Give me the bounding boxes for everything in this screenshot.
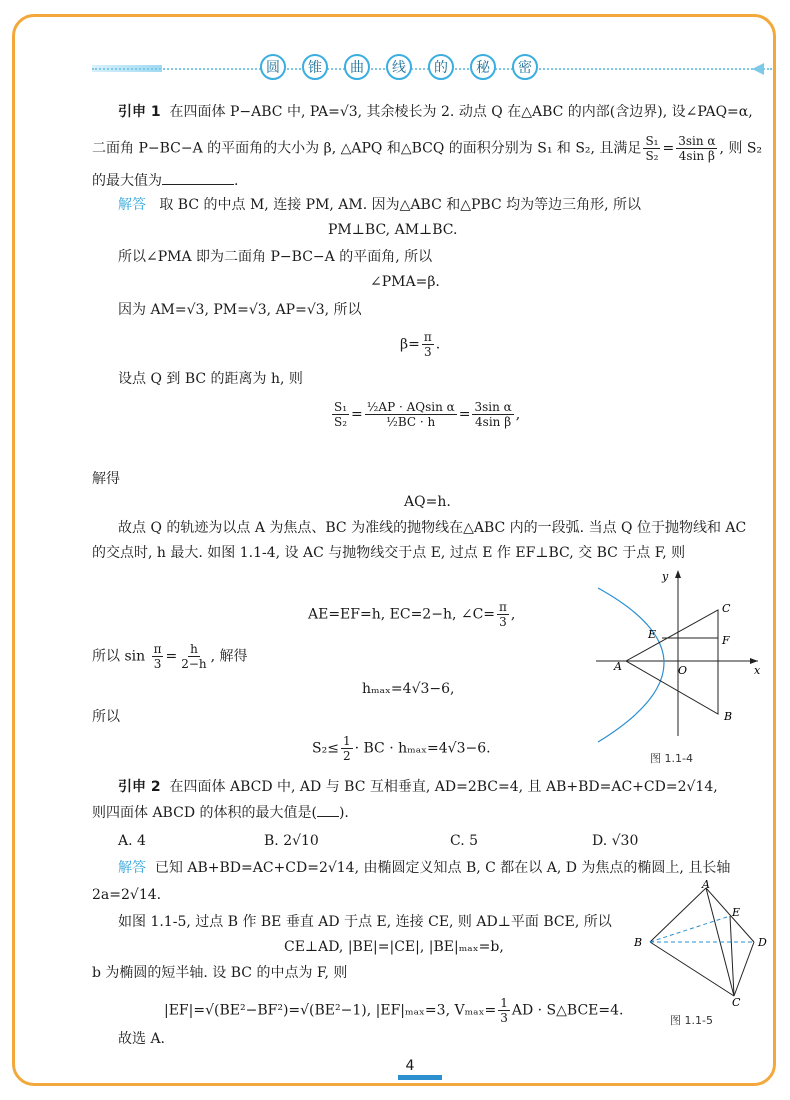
edge-bc [650, 942, 734, 996]
problem-1-text-2: 二面角 P−BC−A 的平面角的大小为 β, △APQ 和△BCQ 的面积分别为 S₁ 和 S₂, 且满足 [92, 140, 642, 157]
frac-den: 2 [342, 749, 351, 763]
equals: = [165, 648, 178, 665]
problem-1-line-1 [118, 103, 753, 121]
frac-num: S₁ [645, 134, 659, 148]
label-c: C [732, 996, 741, 1008]
option-a: A. 4 [118, 833, 146, 849]
option-c: C. 5 [450, 833, 479, 849]
label-f: F [722, 634, 730, 647]
solution-1-line-1 [118, 196, 641, 214]
chapter-header [92, 54, 772, 84]
figure-1-1-5-caption: 图 1.1-5 [670, 1014, 713, 1027]
solution-1-eq-5: AQ=h. [404, 494, 451, 510]
solution-2-label: 解答 [118, 860, 146, 876]
header-char: 锥 [302, 54, 328, 80]
header-char: 的 [428, 54, 454, 80]
solution-2-eq-3: CE⊥AD, |BE|=|CE|, |BE|ₘₐₓ=b, [284, 939, 504, 955]
frac-den: 2−h [181, 657, 207, 671]
label-a: A [702, 878, 710, 891]
h-fraction [179, 642, 208, 671]
problem-2-text-1: 在四面体 ABCD 中, AD 与 BC 互相垂直, AD=2BC=4, 且 AB+BD=AC+CD=2√14, [169, 779, 718, 795]
label-x: x [754, 664, 761, 677]
solution-2-text-3: 如图 1.1-5, 过点 B 作 BE 垂直 AD 于点 E, 连接 CE, 则 AD⊥平面 BCE, 所以 [118, 914, 612, 930]
edge-ab [650, 888, 706, 942]
solution-1-text-8 [92, 642, 248, 671]
header-char: 曲 [344, 54, 370, 80]
solution-1-eq-9 [312, 734, 491, 763]
label-d: D [758, 936, 767, 949]
eq-part: · BC · hₘₐₓ=4√3−6. [354, 740, 491, 757]
header-char: 秘 [470, 54, 496, 80]
solution-1-text-7: 的交点时, h 最大. 如图 1.1-4, 设 AC 与抛物线交于点 E, 过点 E 作 EF⊥BC, 交 BC 于点 F, 则 [92, 545, 686, 561]
frac-den: 3 [499, 615, 507, 629]
label-o: O [678, 664, 688, 677]
solution-1-text-2: 所以∠PMA 即为二面角 P−BC−A 的平面角, 所以 [118, 249, 433, 265]
choice-blank [317, 804, 339, 817]
area-ratio-fraction [365, 400, 457, 429]
frac-den: 4sin β [475, 415, 512, 429]
header-char: 线 [386, 54, 412, 80]
option-d: D. √30 [592, 833, 639, 849]
eq-part: 所以 sin [92, 648, 146, 665]
frac-den: 3 [423, 345, 432, 359]
solution-2-eq-4 [164, 996, 624, 1025]
label-a: A [614, 660, 622, 673]
problem-1-text-2b: , 则 S₂ [719, 140, 763, 157]
solution-2-text-4: b 为椭圆的短半轴. 设 BC 的中点为 F, 则 [92, 965, 348, 981]
period: . [234, 173, 239, 189]
half-fraction [341, 734, 353, 763]
frac-den: S₂ [645, 149, 659, 163]
frac-num: h [190, 642, 198, 656]
label-e: E [732, 906, 741, 919]
frac-num: π [423, 330, 432, 344]
solution-1-eq-8: hₘₐₓ=4√3−6, [362, 681, 455, 697]
equals: = [662, 140, 675, 157]
frac-num: 3sin α [678, 134, 716, 148]
label-y: y [662, 570, 669, 583]
third-fraction [498, 996, 510, 1025]
triangle-abc [626, 610, 718, 714]
y-axis-arrow-icon [675, 570, 681, 578]
frac-num: π [499, 600, 507, 614]
frac-den: 3 [153, 657, 162, 671]
label-b: B [724, 710, 733, 723]
label-b: B [634, 936, 643, 949]
frac-num: 1 [500, 996, 508, 1010]
frac-den: ½BC · h [386, 415, 436, 429]
ratio-fraction-right [676, 134, 717, 163]
parabola [598, 588, 664, 742]
eq-part: , 解得 [210, 648, 248, 665]
segment-be [650, 916, 730, 942]
frac-den: 4sin β [678, 149, 715, 163]
solution-1-eq-3 [400, 330, 440, 359]
problem-2-line-1 [118, 778, 718, 796]
solution-1-text-1: 取 BC 的中点 M, 连接 PM, AM. 因为△ABC 和△PBC 均为等边三角形, 所以 [159, 197, 642, 213]
problem-1-label: 引申 1 [118, 104, 161, 120]
solution-2-text-1: 已知 AB+BD=AC+CD=2√14, 由椭圆定义知点 B, C 都在以 A, D 为焦点的椭圆上, 且长轴 [154, 860, 731, 876]
solution-1-eq-7 [308, 600, 515, 629]
eq-part: , [510, 606, 516, 623]
eq-part: AD · S△BCE=4. [511, 1002, 624, 1019]
problem-1-text-3: 的最大值为 [92, 173, 162, 189]
frac-num: 3sin α [474, 400, 512, 414]
solution-1-eq-2: ∠PMA=β. [370, 274, 440, 290]
eq-part: β= [400, 336, 420, 353]
problem-1-line-2 [92, 134, 762, 163]
problem-1-line-3 [92, 172, 238, 190]
solution-1-text-3: 因为 AM=√3, PM=√3, AP=√3, 所以 [118, 302, 362, 318]
edge-dc [734, 942, 754, 996]
header-arrow-icon [752, 63, 764, 75]
solution-1-label: 解答 [118, 197, 146, 213]
eq-part: , [515, 406, 521, 423]
frac-num: 1 [342, 734, 351, 748]
eq-part: AE=EF=h, EC=2−h, ∠C= [308, 606, 496, 623]
header-char: 圆 [260, 54, 286, 80]
problem-2-line-2 [92, 804, 349, 822]
solution-1-eq-4: $\frac{\text{S₁}}{\text{S₂}}$ = $\frac{\text{½AP · AQsin α}}{\text{½BC · h}}$ = $\frac{\text{3sin α}}{\text{4sin β}}$ , [334, 400, 521, 429]
header-char: 密 [512, 54, 538, 80]
label-e: E [648, 628, 657, 641]
header-title [260, 54, 554, 80]
label-c: C [722, 602, 731, 615]
figure-1-1-4-caption: 图 1.1-4 [650, 752, 693, 765]
pi-third-fraction [422, 330, 434, 359]
solution-2-text-5: 故选 A. [118, 1031, 166, 1047]
figure-1-1-5 [628, 878, 778, 1008]
solution-1-text-5: 解得 [92, 471, 120, 487]
solution-2-text-2: 2a=2√14. [92, 887, 162, 903]
frac-num: π [153, 642, 162, 656]
pi-third-fraction [497, 600, 509, 629]
solution-2-line-1 [118, 859, 730, 877]
problem-1-text-1: 在四面体 P−ABC 中, PA=√3, 其余棱长为 2. 动点 Q 在△ABC 的内部(含边界), 设∠PAQ=α, [169, 104, 753, 120]
solution-1-text-9: 所以 [92, 709, 120, 725]
pi-third-fraction [152, 642, 164, 671]
problem-2-text-2: 则四面体 ABCD 的体积的最大值是( [92, 805, 317, 821]
option-b: B. 2√10 [264, 833, 319, 849]
eq-part: S₂≤ [312, 740, 339, 757]
ratio-fraction [643, 134, 660, 163]
sin-ratio-fraction [472, 400, 513, 429]
frac-den: S₂ [334, 415, 348, 429]
problem-2-label: 引申 2 [118, 779, 161, 795]
solution-1-text-4: 设点 Q 到 BC 的距离为 h, 则 [118, 371, 303, 387]
eq-part: . [435, 336, 441, 353]
solution-1-eq-1: PM⊥BC, AM⊥BC. [328, 222, 458, 238]
frac-num: S₁ [334, 400, 348, 414]
frac-num: ½AP · AQsin α [366, 400, 455, 414]
s-ratio-fraction [332, 400, 349, 429]
problem-2-text-2-end: ). [338, 805, 349, 821]
frac-den: 3 [500, 1011, 508, 1025]
solution-1-text-6: 故点 Q 的轨迹为以点 A 为焦点、BC 为准线的抛物线在△ABC 内的一段弧. 当点 Q 位于抛物线和 AC [118, 520, 747, 536]
answer-blank [162, 172, 234, 185]
page-number: 4 [405, 1058, 415, 1074]
figure-1-1-4 [590, 566, 770, 746]
page-number-bar [398, 1075, 442, 1080]
eq-part: |EF|=√(BE²−BF²)=√(BE²−1), |EF|ₘₐₓ=3, Vₘₐₓ= [164, 1002, 497, 1019]
